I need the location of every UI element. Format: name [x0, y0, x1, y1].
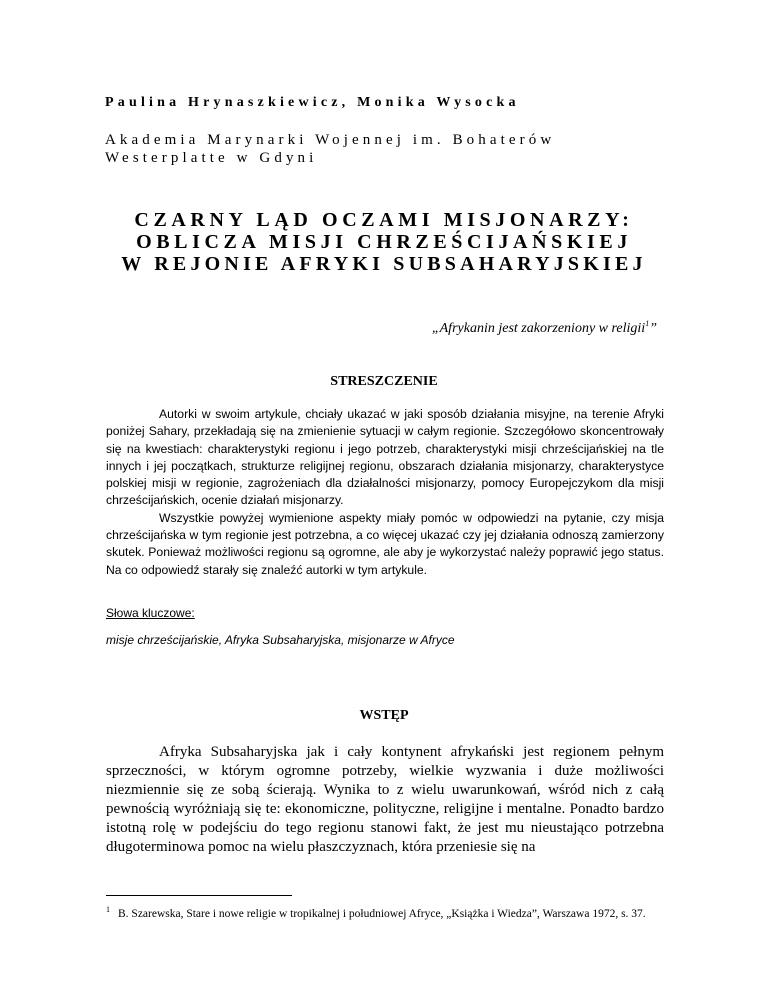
footnote-ref: 1: [645, 319, 650, 328]
footnote: [106, 902, 664, 922]
motto-closing-quote: ”: [649, 321, 657, 336]
abstract-body: [106, 406, 664, 579]
motto-quote: [432, 319, 657, 337]
motto-text: „Afrykanin jest zakorzeniony w religii: [431, 321, 646, 336]
abstract-paragraph-1: Autorki w swoim artykule, chciały ukazać w jaki sposób działania misyjne, na terenie Afryki poniżej Sahary, przekładają się na zmienienie sytuacji w całym regionie. Szczegółowo skoncentrowały się na kwestiach: charakterystyki regionu i jego potrzeb, charakterystyki misji chrześcijańskiej na tle innych i jej początkach, strukturze religijnej regionu, obszarach działania misjonarzy, charakterystyce polskiej misji w regionie, zagrożeniach dla działalności misjonarzy, pomocy Europejczykom dla misji chrześcijańskich, ocenie działań misjonarzy.: [106, 407, 664, 508]
title-line-3: W REJONIE AFRYKI SUBSAHARYJSKIEJ: [121, 253, 647, 275]
abstract-heading: STRESZCZENIE: [330, 374, 438, 389]
abstract-paragraph-2: Wszystkie powyżej wymienione aspekty miały pomóc w odpowiedzi na pytanie, czy misja chrześcijańska w tym regionie jest potrzebna, a co więcej ukazać czy jej działania odnoszą zamierzony skutek. Ponieważ możliwości regionu są ogromne, ale aby je wykorzystać należy poprawić jego status. Na co odpowiedź starały się znaleźć autorki w tym artykule.: [106, 510, 664, 577]
intro-heading: WSTĘP: [359, 708, 409, 723]
keywords-text: misje chrześcijańskie, Afryka Subsaharyjska, misjonarze w Afryce: [106, 633, 455, 647]
footnote-text: B. Szarewska, Stare i nowe religie w tropikalnej i południowej Afryce, „Książka i Wiedza”, Warszawa 1972, s. 37.: [118, 908, 646, 920]
title-line-2: OBLICZA MISJI CHRZEŚCIJAŃSKIEJ: [136, 231, 632, 253]
keywords-label: Słowa kluczowe:: [106, 606, 195, 620]
footnote-separator: [106, 895, 292, 896]
affiliation-line-1: Akademia Marynarki Wojennej im. Bohaterów: [105, 132, 556, 148]
footnote-number: 1: [106, 905, 110, 914]
authors: Paulina Hrynaszkiewicz, Monika Wysocka: [105, 95, 520, 110]
intro-paragraph: Afryka Subsaharyjska jak i cały kontynent afrykański jest regionem pełnym sprzeczności, w którym ogromne potrzeby, wielkie wyzwania i duże możliwości niezmiennie się ze sobą ścierają. Wynika to z wielu uwarunkowań, wśród nich z całą pewnością wyróżniają się te: ekonomiczne, polityczne, religijne i mentalne. Ponadto bardzo istotną rolę w podejściu do tego regionu stanowi fakt, że jest mu nieustająco potrzebna długoterminowa pomoc na wielu płaszczyznach, która przeniesie się na: [106, 744, 664, 855]
title-line-1: CZARNY LĄD OCZAMI MISJONARZY:: [134, 209, 634, 231]
affiliation-line-2: Westerplatte w Gdyni: [105, 150, 318, 166]
